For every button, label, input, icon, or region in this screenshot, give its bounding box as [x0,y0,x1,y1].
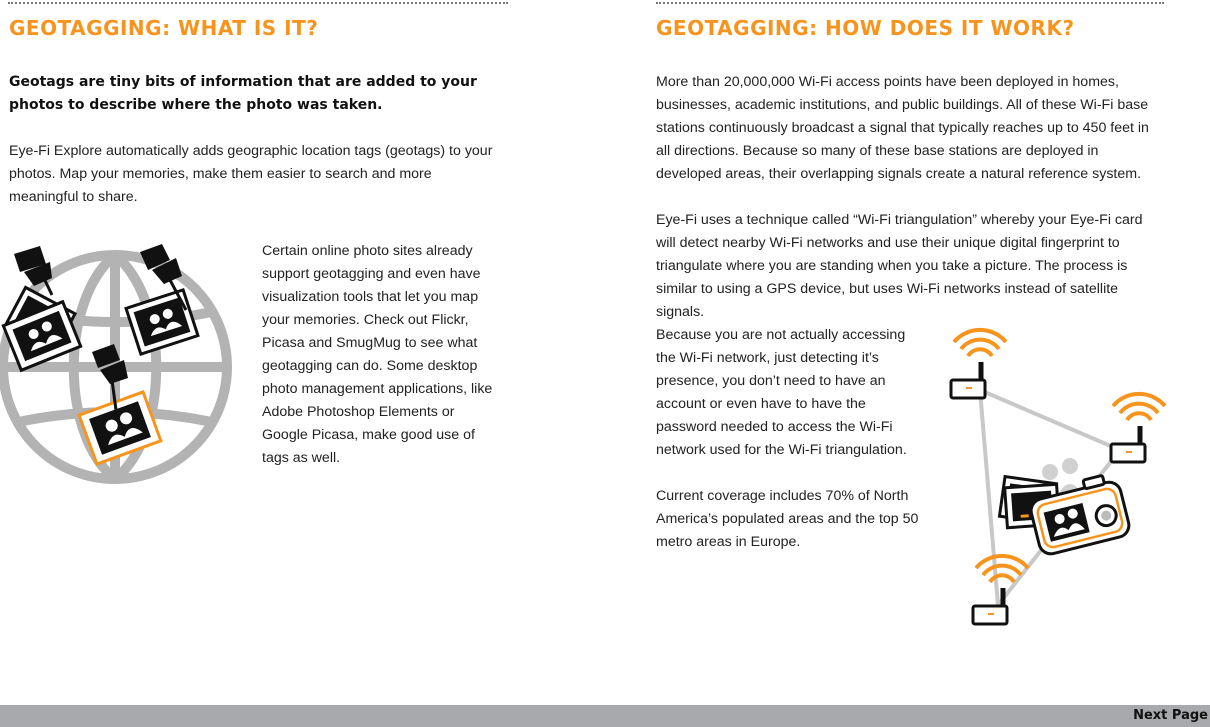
photo-icon [79,392,161,464]
wifi-router-icon [951,330,1006,398]
coverage-paragraph: Current coverage includes 70% of North America’s populated areas and the top 50 metro areas in Europe. [656,488,919,550]
left-page-title: GEOTAGGING: WHAT IS IT? [9,16,319,40]
wifi-triangulation-illustration [940,330,1170,630]
wifi-router-icon [1111,394,1165,462]
next-page-button[interactable]: Next Page [1133,708,1208,723]
lead-paragraph: Geotags are tiny bits of information that are added to your photos to describe where the photo was taken. [9,74,477,113]
wifi-router-icon [973,556,1028,624]
footer-bar [0,705,1210,727]
right-page-title: GEOTAGGING: HOW DOES IT WORK? [656,16,1075,40]
intro-paragraph: Eye-Fi Explore automatically adds geographic location tags (geotags) to your photos. Map your memories, make them easier to search and more meaningful to share. [9,143,493,205]
wifi-access-points-paragraph: More than 20,000,000 Wi-Fi access points have been deployed in homes, businesses, academic institutions, and public buildings. All of these Wi-Fi base stations continuously broadcast a signal that typically reaches up to 450 feet in all directions. Because so many of these base stations are deployed in developed areas, their overlapping signals create a natural reference system. [656,74,1149,182]
no-account-paragraph: Because you are not actually accessing the Wi-Fi network, just detecting it’s presence, you don’t need to have an account or even have to have the password needed to access the Wi-Fi network used for the Wi-Fi triangulation. [656,327,907,458]
photo-icon [126,290,198,354]
left-divider [8,2,508,4]
globe-illustration [0,240,250,490]
wifi-triangulation-paragraph: Eye-Fi uses a technique called “Wi-Fi triangulation” whereby your Eye-Fi card will detect nearby Wi-Fi networks and use their unique digital fingerprint to triangulate where you are standing when you take a picture. The process is similar to using a GPS device, but uses Wi-Fi networks instead of satellite signals. [656,212,1143,320]
photo-sites-paragraph: Certain online photo sites already support geotagging and even have visualization tools that let you map your memories. Check out Flickr, Picasa and SmugMug to see what geotagging can do. Some desktop photo management applications, like Adobe Photoshop Elements or Google Picasa, make good use of tags as well. [262,243,493,466]
right-divider [656,2,1164,4]
